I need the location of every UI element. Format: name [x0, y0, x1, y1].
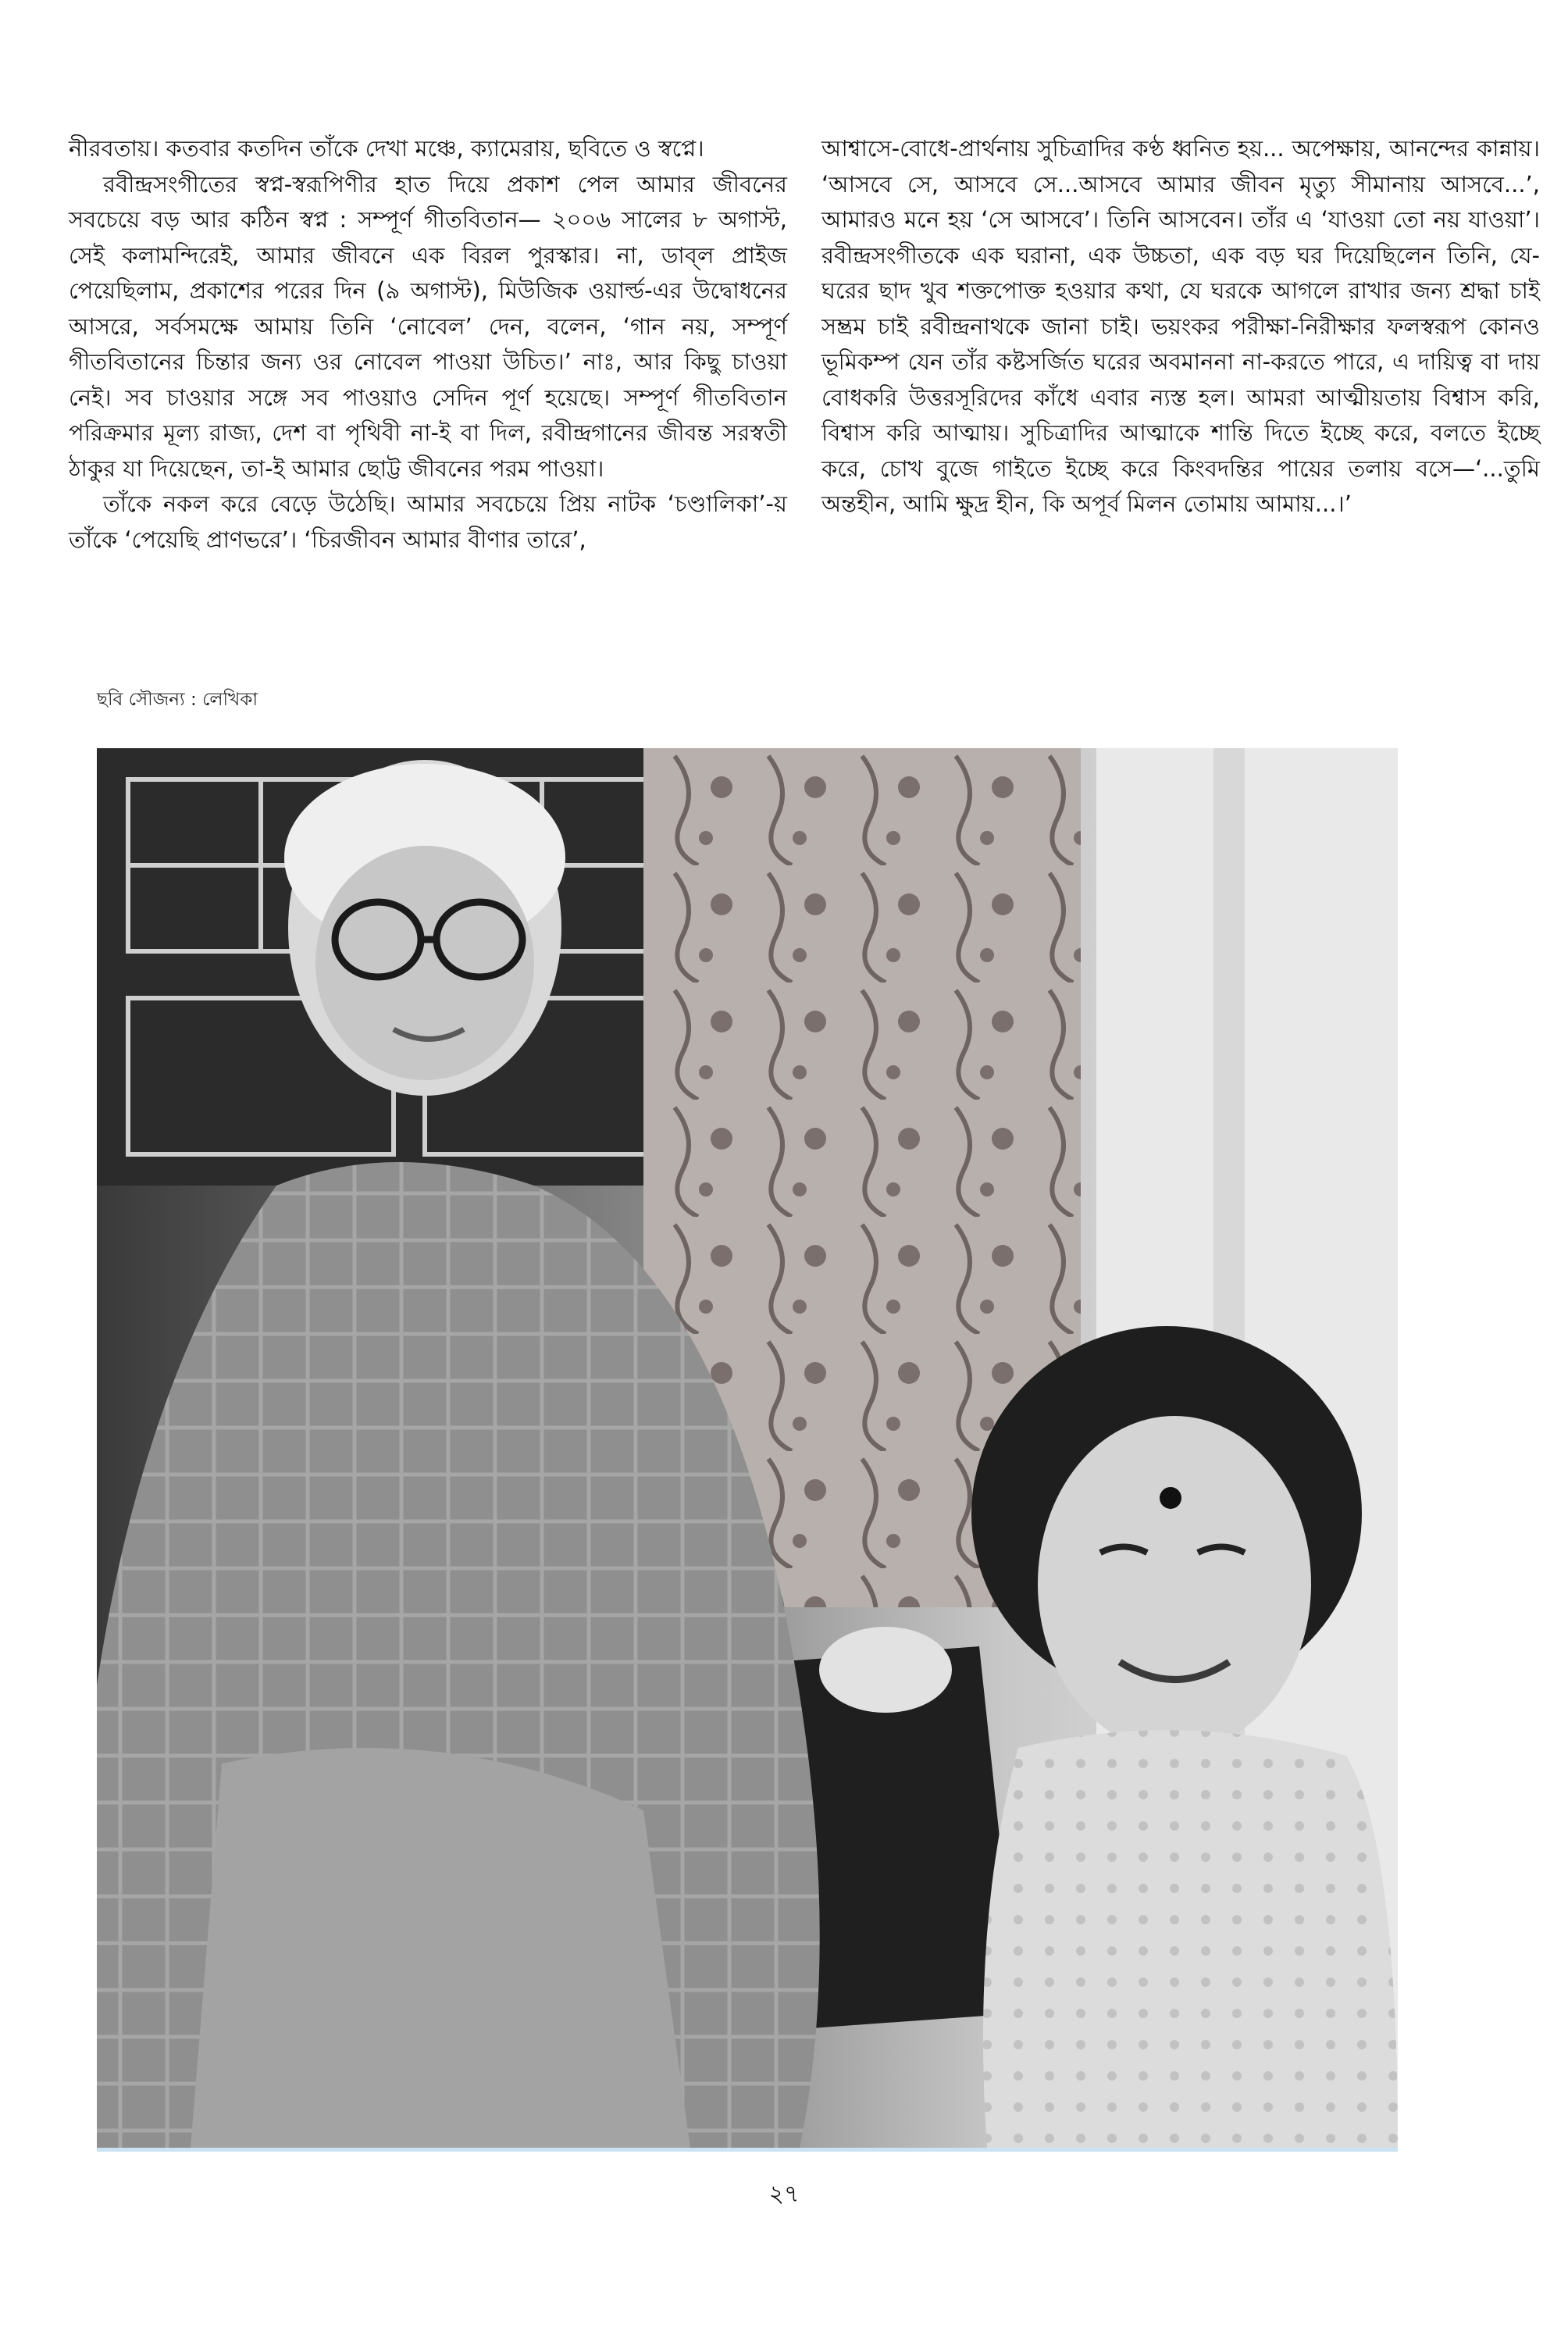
left-column: [69, 131, 787, 558]
paragraph: আশ্বাসে-বোধে-প্রার্থনায় সুচিত্রাদির কণ্ঠ ধ্বনিত হয়... অপেক্ষায়, আনন্দের কান্নায়। ‘আসবে সে, আসবে সে...আসবে আমার জীবন মৃত্যু সীমানায় আসবে...’, আমারও মনে হয় ‘সে আসবে’। তিনি আসবেন। তাঁর এ ‘যাওয়া তো নয় যাওয়া’। রবীন্দ্রসংগীতকে এক ঘরানা, এক উচ্চতা, এক বড় ঘর দিয়েছিলেন তিনি, যে-ঘরের ছাদ খুব শক্তপোক্ত হওয়ার কথা, যে ঘরকে আগলে রাখার জন্য শ্রদ্ধা চাই সম্ভ্রম চাই রবীন্দ্রনাথকে জানা চাই। ভয়ংকর পরীক্ষা-নিরীক্ষার ফলস্বরূপ কোনও ভূমিকম্প যেন তাঁর কষ্টসর্জিত ঘরের অবমাননা না-করতে পারে, এ দায়িত্ব বা দায় বোধকরি উত্তরসূরিদের কাঁধে এবার ন্যস্ত হল। আমরা আত্মীয়তায় বিশ্বাস করি, বিশ্বাস করি আত্মায়। সুচিত্রাদির আত্মাকে শান্তি দিতে ইচ্ছে করে, বলতে ইচ্ছে করে, চোখ বুজে গাইতে ইচ্ছে করে কিংবদন্তির পায়ের তলায় বসে—‘...তুমি অন্তহীন, আমি ক্ষুদ্র হীন, কি অপূর্ব মিলন তোমায় আমায়...।’: [821, 135, 1540, 517]
page-number: ২৭: [768, 2181, 800, 2208]
photo-credit: ছবি সৌজন্য : লেখিকা: [97, 690, 258, 710]
photo-bottom-rule: [97, 2148, 1398, 2152]
paragraph: তাঁকে নকল করে বেড়ে উঠেছি। আমার সবচেয়ে প্রিয় নাটক ‘চণ্ডালিকা’-য় তাঁকে ‘পেয়েছি প্রাণভরে’। ‘চিরজীবন আমার বীণার তারে’,: [69, 490, 787, 553]
right-column: [821, 131, 1540, 522]
paragraph: নীরবতায়। কতবার কতদিন তাঁকে দেখা মঞ্চে, ক্যামেরায়, ছবিতে ও স্বপ্নে।: [69, 135, 704, 162]
photograph: [97, 748, 1398, 2148]
paragraph: রবীন্দ্রসংগীতের স্বপ্ন-স্বরূপিণীর হাত দিয়ে প্রকাশ পেল আমার জীবনের সবচেয়ে বড় আর কঠিন স্বপ্ন : সম্পূর্ণ গীতবিতান— ২০০৬ সালের ৮ অগাস্ট, সেই কলামন্দিরেই, আমার জীবনে এক বিরল পুরস্কার। না, ডাব্‌ল প্রাইজ পেয়েছিলাম, প্রকাশের পরের দিন (৯ অগাস্ট), মিউজিক ওয়ার্ল্ড-এর উদ্বোধনের আসরে, সর্বসমক্ষে আমায় তিনি ‘নোবেল’ দেন, বলেন, ‘গান নয়, সম্পূর্ণ গীতবিতানের চিন্তার জন্য ওর নোবেল পাওয়া উচিত।’ নাঃ, আর কিছু চাওয়া নেই। সব চাওয়ার সঙ্গে সব পাওয়াও সেদিন পূর্ণ হয়েছে। সম্পূর্ণ গীতবিতান পরিক্রমার মূল্য রাজ্য, দেশ বা পৃথিবী না-ই বা দিল, রবীন্দ্রগানের জীবন্ত সরস্বতী ঠাকুর যা দিয়েছেন, তা-ই আমার ছোট্ট জীবনের পরম পাওয়া।: [69, 170, 787, 482]
